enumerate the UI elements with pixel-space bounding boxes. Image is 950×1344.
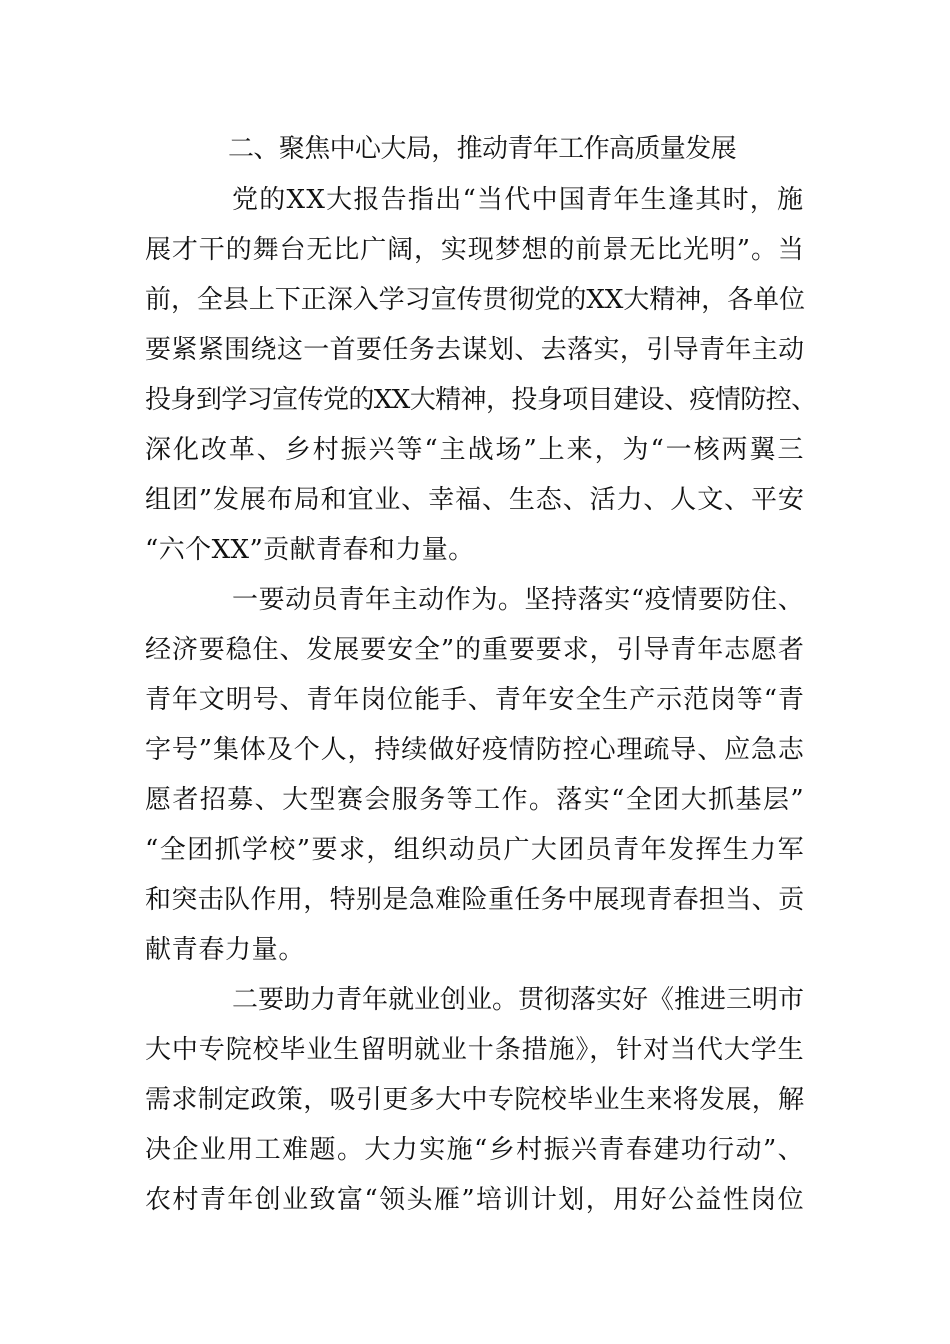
paragraph-1-line-4: 要紧紧围绕这一首要任务去谋划、去落实，引导青年主动 (145, 335, 805, 365)
paragraph-3-line-2: 大中专院校毕业生留明就业十条措施》，针对当代大学生 (145, 1035, 805, 1065)
paragraph-2-line-5: 愿者招募、大型赛会服务等工作。落实“全团大抓基层” (145, 785, 806, 815)
paragraph-1-line-2: 展才干的舞台无比广阔，实现梦想的前景无比光明”。当 (145, 235, 805, 265)
paragraph-3-line-1: 二要助力青年就业创业。贯彻落实好《推进三明市 (232, 985, 805, 1015)
paragraph-1-line-5: 投身到学习宣传党的XX大精神，投身项目建设、疫情防控、 (145, 385, 817, 415)
section-heading: 二、聚焦中心大局，推动青年工作高质量发展 (228, 134, 737, 164)
paragraph-3-line-3: 需求制定政策，吸引更多大中专院校毕业生来将发展，解 (145, 1085, 805, 1115)
paragraph-2-line-1: 一要动员青年主动作为。坚持落实“疫情要防住、 (232, 585, 805, 615)
paragraph-2-line-7: 和突击队作用，特别是急难险重任务中展现青春担当、贡 (145, 885, 805, 915)
paragraph-2-line-4: 字号”集体及个人，持续做好疫情防控心理疏导、应急志 (145, 735, 805, 765)
paragraph-1-line-1: 党的XX大报告指出“当代中国青年生逢其时，施 (232, 185, 805, 215)
paragraph-1-line-7: 组团”发展布局和宜业、幸福、生态、活力、人文、平安 (145, 485, 805, 515)
paragraph-3-line-4: 决企业用工难题。大力实施“乡村振兴青春建功行动”、 (145, 1135, 806, 1165)
paragraph-3-line-5: 农村青年创业致富“领头雁”培训计划，用好公益性岗位 (145, 1185, 806, 1215)
paragraph-2-line-2: 经济要稳住、发展要安全”的重要要求，引导青年志愿者 (145, 635, 805, 665)
paragraph-1-line-6: 深化改革、乡村振兴等“主战场”上来，为“一核两翼三 (145, 435, 806, 465)
paragraph-2-line-3: 青年文明号、青年岗位能手、青年安全生产示范岗等“青 (145, 685, 805, 715)
paragraph-1-line-3: 前，全县上下正深入学习宣传贯彻党的XX大精神，各单位 (145, 285, 806, 315)
paragraph-2-line-6: “全团抓学校”要求，组织动员广大团员青年发挥生力军 (145, 835, 806, 865)
paragraph-1-line-8: “六个XX”贡献青春和力量。 (145, 535, 475, 565)
paragraph-2-line-8: 献青春力量。 (145, 935, 306, 965)
